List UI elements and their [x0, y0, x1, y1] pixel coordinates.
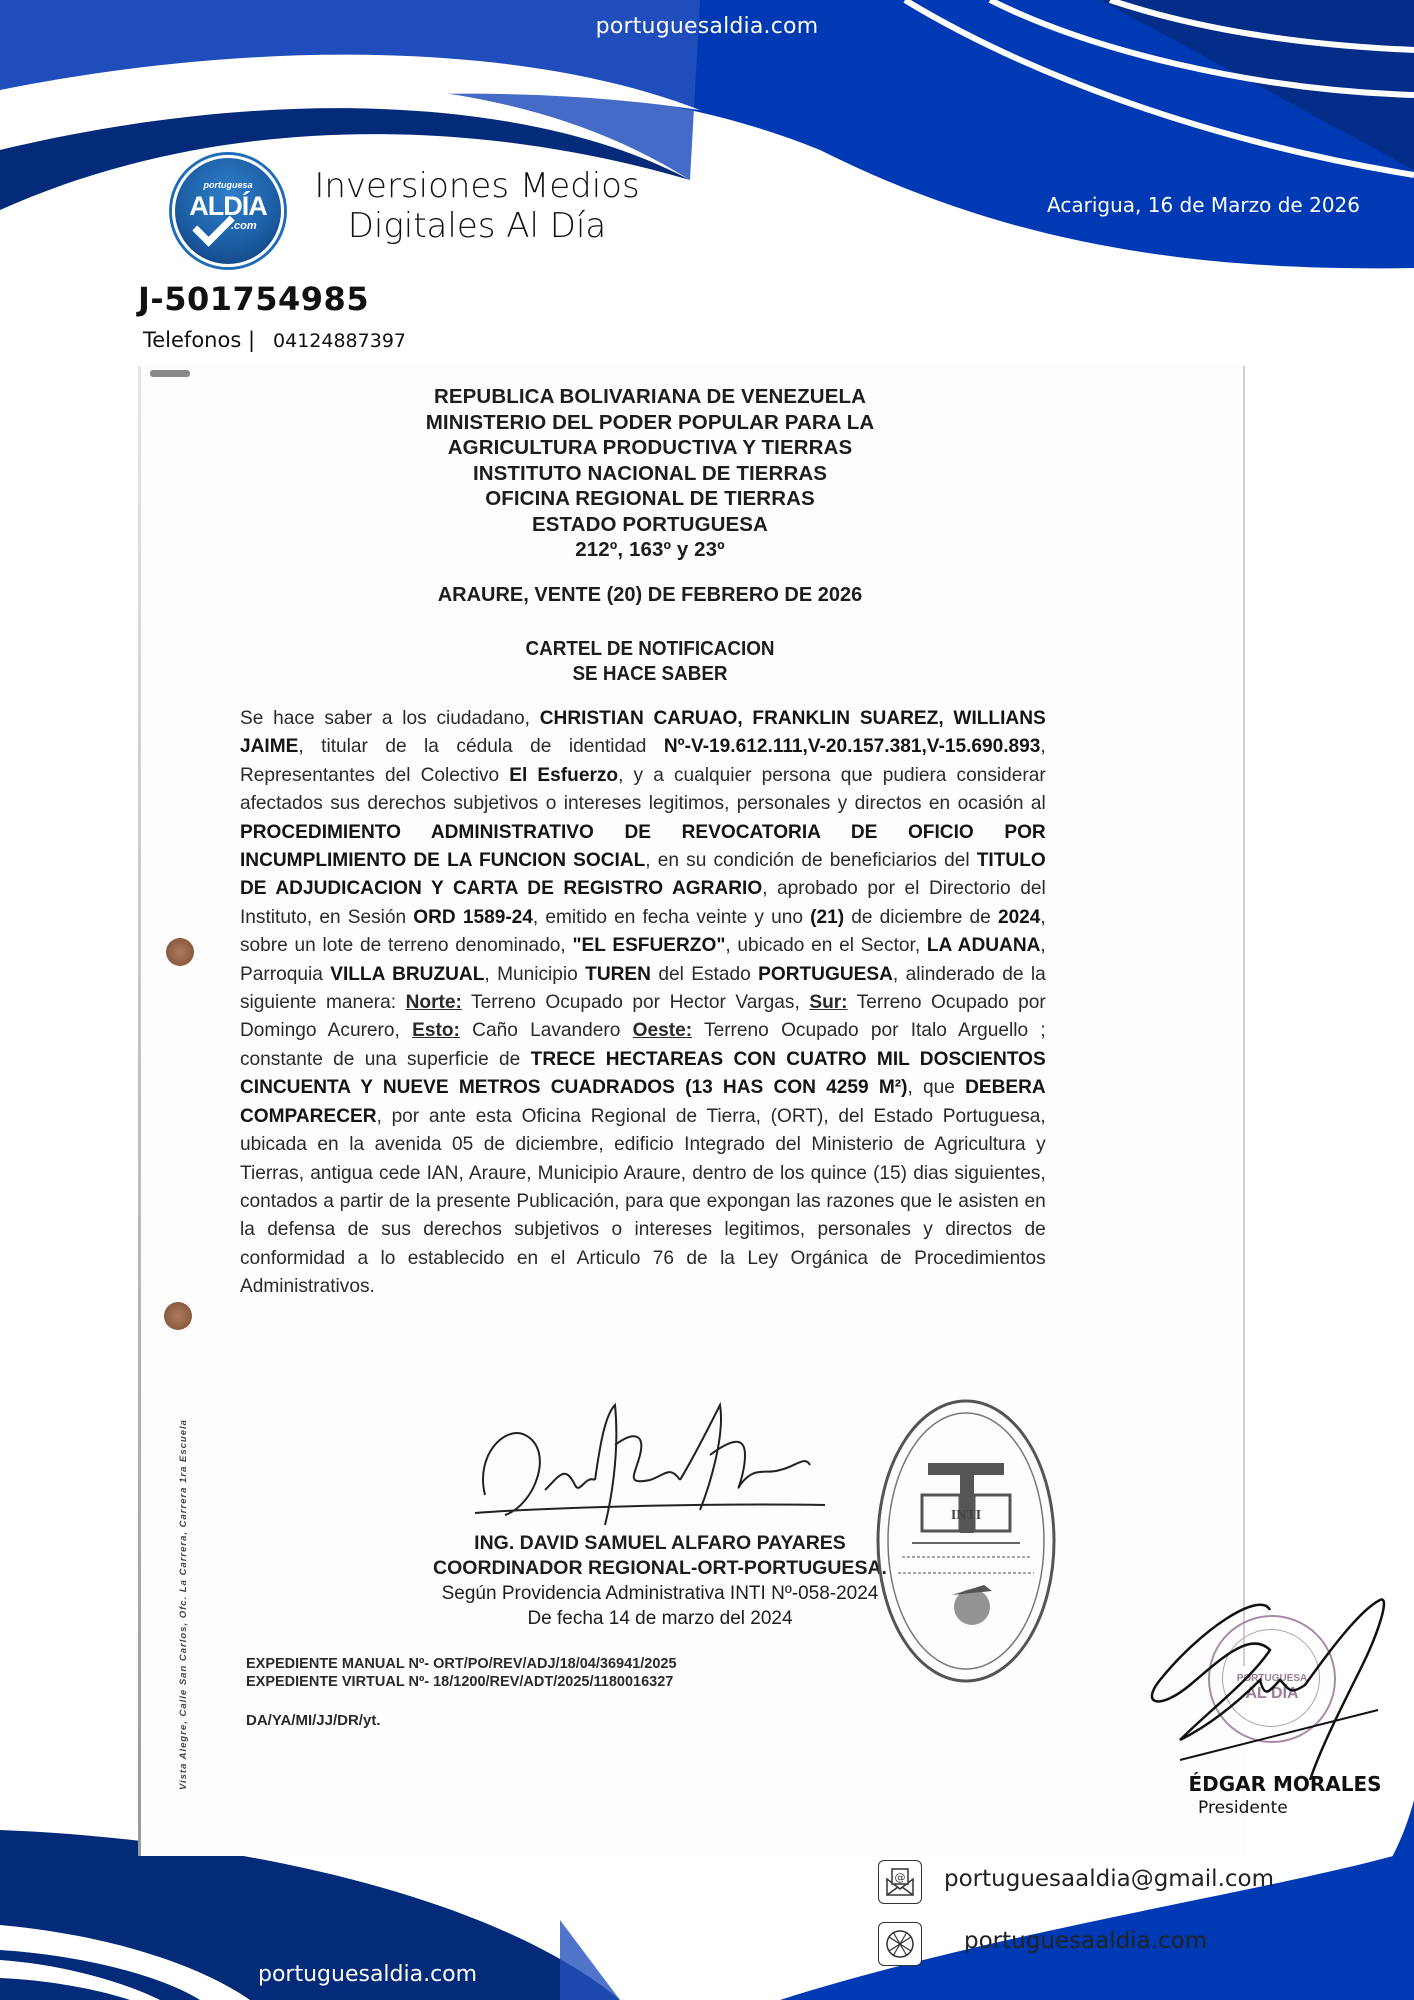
- notice-title-line2: SE HACE SABER: [572, 662, 728, 685]
- website-text[interactable]: portuguesaaldia.com: [964, 1928, 1208, 1954]
- president-role: Presidente: [1198, 1798, 1288, 1818]
- stamp-label: PORTUGUESA: [1236, 1673, 1308, 1684]
- president-signature: [1140, 1590, 1400, 1780]
- scan-mark: [150, 370, 190, 377]
- heading-line: AGRICULTURA PRODUCTIVA Y TIERRAS: [447, 436, 853, 459]
- scan-edge-right: [1243, 366, 1245, 1666]
- phones: [143, 328, 406, 352]
- providencia-date: De fecha 14 de marzo del 2024: [527, 1608, 793, 1629]
- phone-number: 04124887397: [273, 330, 407, 352]
- heading-line: INSTITUTO NACIONAL DE TIERRAS: [472, 461, 828, 485]
- coordinator-role: COORDINADOR REGIONAL-ORT-PORTUGUESA.: [433, 1557, 887, 1579]
- president-name: ÉDGAR MORALES: [1188, 1772, 1382, 1796]
- company-name-line2: Digitales Al Día: [347, 206, 607, 246]
- notice-body: Se hace saber a los ciudadano, CHRISTIAN CARUAO, FRANKLIN SUAREZ, WILLIANS JAIME, titular de la cédula de identidad Nº-V-19.612.111,V-20.157.381,V-15.690.893, Representantes del Colectivo El Esfuerzo, y a cualquier persona que pudiera considerar afectados sus derechos subjetivos o intereses legitimos, personales y directos en ocasión al PROCEDIMIENTO ADMINISTRATIVO DE REVOCATORIA DE OFICIO POR INCUMPLIMIENTO DE LA FUNCION SOCIAL, en su condición de beneficiarios del TITULO DE ADJUDICACION Y CARTA DE REGISTRO AGRARIO, aprobado por el Directorio del Instituto, en Sesión ORD 1589-24, emitido en fecha veinte y uno (21) de diciembre de 2024, sobre un lote de terreno denominado, "EL ESFUERZO", ubicado en el Sector, LA ADUANA, Parroquia VILLA BRUZUAL, Municipio TUREN del Estado PORTUGUESA, alinderado de la siguiente manera: Norte: Terreno Ocupado por Hector Vargas, Sur: Terreno Ocupado por Domingo Acurero, Esto: Caño Lavandero Oeste: Terreno Ocupado por Italo Arguello ; constante de una superficie de TRECE HECTAREAS CON CUATRO MIL DOSCIENTOS CINCUENTA Y NUEVE METROS CUADRADOS (13 HAS CON 4259 M²), que DEBERA COMPARECER, por ante esta Oficina Regional de Tierra, (ORT), del Estado Portuguesa, ubicada en la avenida 05 de diciembre, edificio Integrado del Ministerio de Agricultura y Tierras, antigua cede IAN, Araure, Municipio Araure, dentro de los quince (15) dias siguientes, contados a partir de la presente Publicación, para que expongan las razones que le asisten en la defensa de sus derechos subjetivos o intereses legitimos, personales y directos de conformidad a lo establecido en el Articulo 76 de la Ley Orgánica de Procedimientos Administrativos.: [240, 707, 1046, 1298]
- company-name-line1: Inversiones Medios: [314, 166, 640, 206]
- email-text[interactable]: portuguesaaldia@gmail.com: [944, 1866, 1275, 1892]
- site-url-top[interactable]: portuguesaldia.com: [595, 14, 819, 39]
- envelope-at-icon: [878, 1860, 922, 1904]
- expediente-manual: EXPEDIENTE MANUAL Nº- ORT/PO/REV/ADJ/18/04/36941/2025: [246, 1656, 677, 1672]
- heading-line: 212º, 163º y 23º: [575, 538, 725, 561]
- expediente-block: [246, 1655, 677, 1691]
- coordinator-name: ING. DAVID SAMUEL ALFARO PAYARES: [474, 1532, 846, 1554]
- hole-punch-stain: [166, 938, 194, 966]
- heading-line: OFICINA REGIONAL DE TIERRAS: [485, 487, 815, 510]
- scan-edge-left: [138, 366, 141, 1856]
- heading-line: MINISTERIO DEL PODER POPULAR PARA LA: [425, 410, 875, 434]
- heading-line: ESTADO PORTUGUESA: [532, 512, 768, 536]
- coordinator-block: [360, 1531, 960, 1631]
- notice-title: [356, 636, 945, 686]
- company-logo: [172, 155, 284, 267]
- document-heading: [330, 384, 970, 563]
- logo-small-text: portuguesa: [203, 180, 253, 190]
- document-place-date: ARAURE, VENTE (20) DE FEBRERO DE 2026: [437, 584, 863, 606]
- heading-line: REPUBLICA BOLIVARIANA DE VENEZUELA: [433, 385, 867, 408]
- coordinator-signature: [465, 1395, 865, 1545]
- letter-date: Acarigua, 16 de Marzo de 2026: [1047, 193, 1360, 217]
- providencia: Según Providencia Administrativa INTI Nº-058-2024: [441, 1583, 879, 1604]
- globe-icon: [878, 1922, 922, 1966]
- logo-big-text: ALDÍA: [189, 191, 267, 221]
- company-name: [300, 166, 654, 246]
- svg-text:INTI: INTI: [950, 1508, 982, 1523]
- svg-text:@: @: [894, 1871, 906, 1884]
- expediente-virtual: EXPEDIENTE VIRTUAL Nº- 18/1200/REV/ADT/2025/1180016327: [246, 1674, 674, 1690]
- margin-address: Vista Alegre, Calle San Carlos, Ofc. La Carrera, Carrera 1ra Escuela: [178, 1419, 189, 1790]
- document-initials: DA/YA/MI/JJ/DR/yt.: [246, 1712, 381, 1729]
- phones-label: Telefonos |: [143, 328, 256, 352]
- notice-title-line1: CARTEL DE NOTIFICACION: [525, 637, 775, 660]
- logo-com-text: .com: [231, 220, 257, 232]
- rif-number: J-501754985: [138, 280, 370, 318]
- stamp-label-big: AL DÍA: [1245, 1685, 1299, 1702]
- site-url-bottom[interactable]: portuguesaldia.com: [258, 1962, 478, 1987]
- inti-seal-stamp: [872, 1395, 1060, 1687]
- hole-punch-stain: [164, 1302, 192, 1330]
